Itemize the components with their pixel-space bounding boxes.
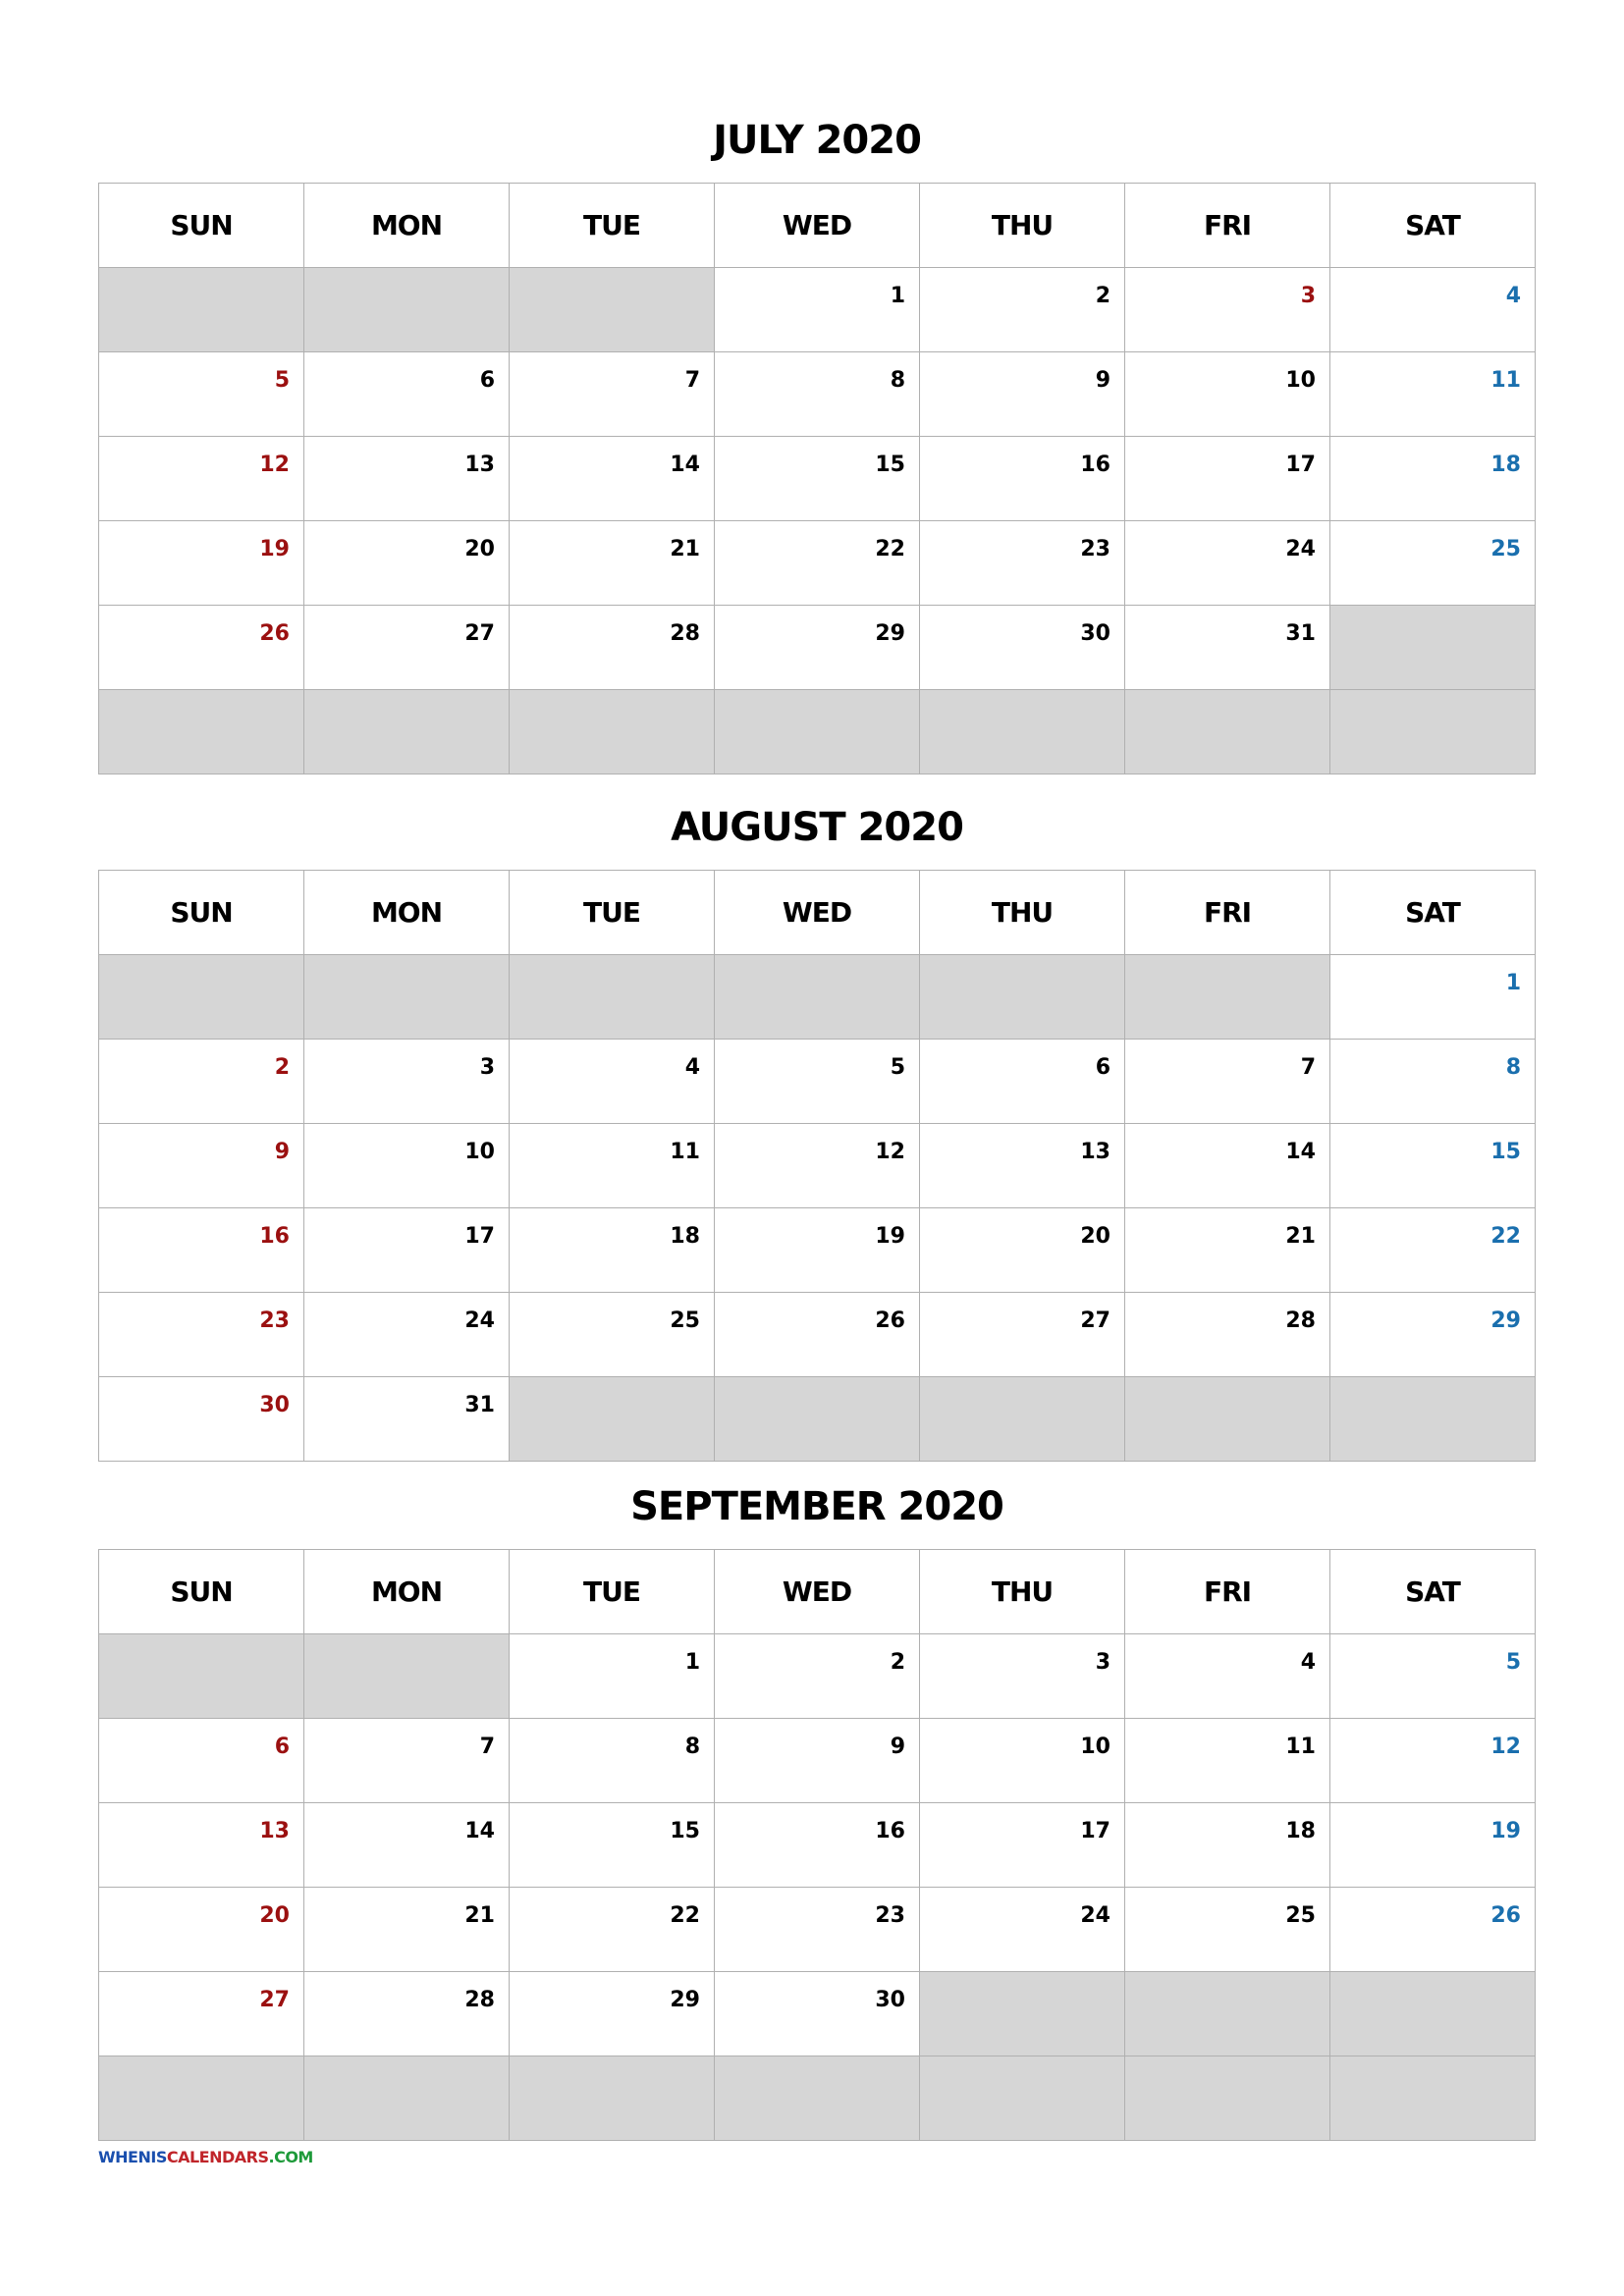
day-cell[interactable]	[1125, 1719, 1330, 1803]
day-cell[interactable]	[99, 1972, 304, 2056]
day-cell[interactable]	[99, 1208, 304, 1293]
day-cell[interactable]	[920, 1208, 1125, 1293]
day-cell[interactable]	[715, 1803, 920, 1888]
day-cell[interactable]	[510, 1972, 715, 2056]
day-number: 28	[464, 1988, 495, 2012]
day-number: 7	[479, 1735, 495, 1759]
day-cell[interactable]	[715, 1124, 920, 1208]
day-cell[interactable]	[1330, 437, 1536, 521]
day-cell[interactable]	[1330, 1719, 1536, 1803]
day-cell[interactable]	[510, 437, 715, 521]
day-cell[interactable]	[920, 352, 1125, 437]
day-cell[interactable]	[1125, 606, 1330, 690]
day-number: 27	[464, 621, 495, 646]
day-cell[interactable]	[1125, 1634, 1330, 1719]
day-cell[interactable]	[715, 1719, 920, 1803]
day-cell[interactable]	[304, 1377, 510, 1462]
month-title: JULY 2020	[713, 118, 921, 163]
day-number: 10	[1080, 1735, 1110, 1759]
day-number: 26	[259, 621, 290, 646]
day-cell	[920, 1972, 1125, 2056]
day-number: 7	[684, 368, 700, 393]
day-number: 22	[1490, 1224, 1521, 1249]
day-cell[interactable]	[510, 606, 715, 690]
day-cell	[510, 690, 715, 774]
day-cell[interactable]	[715, 521, 920, 606]
day-cell[interactable]	[510, 521, 715, 606]
day-number: 3	[479, 1055, 495, 1080]
weekday-header-row	[99, 184, 1536, 268]
day-cell	[99, 2056, 304, 2141]
day-number: 15	[875, 453, 905, 477]
week-row	[99, 1040, 1536, 1124]
day-number: 20	[464, 537, 495, 561]
day-number: 24	[1080, 1903, 1110, 1928]
day-cell[interactable]	[1330, 1293, 1536, 1377]
day-cell[interactable]	[510, 1208, 715, 1293]
day-number: 13	[259, 1819, 290, 1843]
month-title: SEPTEMBER 2020	[630, 1484, 1003, 1529]
day-number: 5	[274, 368, 290, 393]
day-cell[interactable]	[920, 437, 1125, 521]
day-number: 1	[684, 1650, 700, 1675]
weekday-header: SUN	[99, 1550, 304, 1634]
day-cell	[715, 2056, 920, 2141]
day-number: 13	[1080, 1140, 1110, 1164]
day-number: 19	[1490, 1819, 1521, 1843]
day-number: 2	[890, 1650, 905, 1675]
calendar-grid	[98, 1549, 1536, 2141]
day-cell[interactable]	[715, 606, 920, 690]
day-number: 18	[1490, 453, 1521, 477]
day-cell[interactable]	[304, 1124, 510, 1208]
day-cell[interactable]	[920, 1293, 1125, 1377]
day-number: 4	[1505, 284, 1521, 308]
day-cell	[1330, 1972, 1536, 2056]
day-cell[interactable]	[1125, 437, 1330, 521]
day-cell[interactable]	[715, 1972, 920, 2056]
day-cell[interactable]	[1330, 1208, 1536, 1293]
day-number: 5	[890, 1055, 905, 1080]
day-number: 21	[1285, 1224, 1316, 1249]
day-number: 24	[464, 1308, 495, 1333]
day-number: 25	[1285, 1903, 1316, 1928]
day-number: 6	[1095, 1055, 1110, 1080]
day-number: 18	[1285, 1819, 1316, 1843]
day-cell[interactable]	[99, 437, 304, 521]
day-cell[interactable]	[304, 521, 510, 606]
day-number: 30	[875, 1988, 905, 2012]
weekday-header: WED	[715, 871, 920, 955]
week-row	[99, 1888, 1536, 1972]
day-number: 12	[1490, 1735, 1521, 1759]
day-cell	[304, 690, 510, 774]
day-cell[interactable]	[920, 1124, 1125, 1208]
day-number: 1	[890, 284, 905, 308]
day-number: 4	[1300, 1650, 1316, 1675]
day-number: 20	[259, 1903, 290, 1928]
day-number: 17	[464, 1224, 495, 1249]
day-number: 21	[670, 537, 700, 561]
week-row	[99, 1293, 1536, 1377]
month-title: AUGUST 2020	[671, 805, 963, 850]
day-cell[interactable]	[99, 1040, 304, 1124]
day-cell[interactable]	[1125, 1124, 1330, 1208]
weekday-header: THU	[920, 1550, 1125, 1634]
day-cell[interactable]	[1330, 1040, 1536, 1124]
day-cell[interactable]	[920, 1634, 1125, 1719]
day-number: 31	[464, 1393, 495, 1417]
weekday-header: SAT	[1330, 871, 1536, 955]
day-number: 29	[875, 621, 905, 646]
day-cell[interactable]	[715, 352, 920, 437]
day-number: 14	[670, 453, 700, 477]
day-number: 22	[670, 1903, 700, 1928]
day-cell	[1330, 2056, 1536, 2141]
day-cell[interactable]	[304, 352, 510, 437]
day-cell[interactable]	[920, 1719, 1125, 1803]
day-number: 2	[274, 1055, 290, 1080]
day-cell	[715, 690, 920, 774]
day-cell[interactable]	[510, 1124, 715, 1208]
day-cell	[1330, 606, 1536, 690]
day-cell[interactable]	[99, 1719, 304, 1803]
day-cell	[99, 268, 304, 352]
day-cell[interactable]	[1125, 352, 1330, 437]
weekday-header: THU	[920, 871, 1125, 955]
day-cell[interactable]	[920, 1040, 1125, 1124]
day-cell	[715, 955, 920, 1040]
day-cell	[304, 955, 510, 1040]
day-number: 8	[890, 368, 905, 393]
day-cell[interactable]	[510, 1888, 715, 1972]
day-cell[interactable]	[1125, 1888, 1330, 1972]
day-cell[interactable]	[715, 1293, 920, 1377]
day-number: 20	[1080, 1224, 1110, 1249]
day-number: 17	[1285, 453, 1316, 477]
day-number: 31	[1285, 621, 1316, 646]
day-number: 22	[875, 537, 905, 561]
day-cell	[1125, 2056, 1330, 2141]
credit-part-1: WHENIS	[98, 2148, 167, 2166]
day-cell	[99, 690, 304, 774]
week-row	[99, 268, 1536, 352]
day-number: 12	[259, 453, 290, 477]
day-cell[interactable]	[99, 1377, 304, 1462]
week-row	[99, 1719, 1536, 1803]
day-cell[interactable]	[715, 1634, 920, 1719]
day-cell	[1125, 690, 1330, 774]
day-number: 17	[1080, 1819, 1110, 1843]
day-number: 18	[670, 1224, 700, 1249]
day-number: 28	[1285, 1308, 1316, 1333]
day-number: 8	[684, 1735, 700, 1759]
day-cell	[510, 955, 715, 1040]
day-cell[interactable]	[920, 1888, 1125, 1972]
day-cell[interactable]	[1125, 268, 1330, 352]
week-row	[99, 606, 1536, 690]
weekday-header: TUE	[510, 871, 715, 955]
day-cell	[304, 1634, 510, 1719]
day-cell[interactable]	[304, 1040, 510, 1124]
day-number: 29	[670, 1988, 700, 2012]
day-number: 3	[1300, 284, 1316, 308]
day-number: 13	[464, 453, 495, 477]
day-cell	[1125, 1972, 1330, 2056]
day-cell[interactable]	[1330, 1634, 1536, 1719]
weekday-header: TUE	[510, 1550, 715, 1634]
day-cell[interactable]	[715, 437, 920, 521]
day-cell[interactable]	[920, 521, 1125, 606]
weekday-header: FRI	[1125, 184, 1330, 268]
day-number: 9	[274, 1140, 290, 1164]
day-number: 15	[670, 1819, 700, 1843]
day-cell[interactable]	[510, 1040, 715, 1124]
day-number: 9	[1095, 368, 1110, 393]
day-number: 23	[1080, 537, 1110, 561]
weekday-header-row	[99, 871, 1536, 955]
day-cell[interactable]	[304, 1888, 510, 1972]
day-cell[interactable]	[304, 1719, 510, 1803]
day-cell[interactable]	[510, 352, 715, 437]
day-cell	[510, 1377, 715, 1462]
day-cell[interactable]	[1125, 521, 1330, 606]
day-number: 11	[1490, 368, 1521, 393]
day-number: 10	[464, 1140, 495, 1164]
week-row	[99, 1377, 1536, 1462]
credit-part-3: .COM	[268, 2148, 313, 2166]
day-number: 25	[670, 1308, 700, 1333]
week-row	[99, 1124, 1536, 1208]
day-number: 19	[259, 537, 290, 561]
day-cell[interactable]	[920, 1803, 1125, 1888]
week-row	[99, 2056, 1536, 2141]
day-number: 3	[1095, 1650, 1110, 1675]
day-cell[interactable]	[1330, 1124, 1536, 1208]
calendar-grid	[98, 870, 1536, 1462]
day-cell[interactable]	[715, 1040, 920, 1124]
day-number: 30	[259, 1393, 290, 1417]
day-number: 10	[1285, 368, 1316, 393]
weekday-header: MON	[304, 184, 510, 268]
day-cell	[1330, 690, 1536, 774]
day-cell	[99, 1634, 304, 1719]
day-cell	[920, 955, 1125, 1040]
day-cell[interactable]	[99, 352, 304, 437]
day-cell	[510, 268, 715, 352]
day-cell	[920, 1377, 1125, 1462]
day-number: 1	[1505, 971, 1521, 995]
week-row	[99, 521, 1536, 606]
day-number: 4	[684, 1055, 700, 1080]
day-number: 15	[1490, 1140, 1521, 1164]
day-number: 24	[1285, 537, 1316, 561]
day-cell	[920, 2056, 1125, 2141]
day-cell[interactable]	[510, 1293, 715, 1377]
day-cell[interactable]	[510, 1634, 715, 1719]
day-cell	[304, 268, 510, 352]
day-cell	[304, 2056, 510, 2141]
day-number: 27	[259, 1988, 290, 2012]
weekday-header: SAT	[1330, 1550, 1536, 1634]
week-row	[99, 955, 1536, 1040]
weekday-header: TUE	[510, 184, 715, 268]
day-number: 16	[259, 1224, 290, 1249]
day-cell[interactable]	[1330, 352, 1536, 437]
day-cell[interactable]	[99, 1124, 304, 1208]
day-cell	[1125, 1377, 1330, 1462]
day-cell[interactable]	[99, 1803, 304, 1888]
day-cell	[510, 2056, 715, 2141]
day-cell[interactable]	[1330, 1888, 1536, 1972]
weekday-header: MON	[304, 1550, 510, 1634]
weekday-header: FRI	[1125, 1550, 1330, 1634]
day-number: 5	[1505, 1650, 1521, 1675]
day-number: 27	[1080, 1308, 1110, 1333]
day-cell[interactable]	[510, 1719, 715, 1803]
weekday-header-row	[99, 1550, 1536, 1634]
day-number: 16	[875, 1819, 905, 1843]
day-number: 28	[670, 621, 700, 646]
day-cell[interactable]	[920, 606, 1125, 690]
day-cell[interactable]	[510, 1803, 715, 1888]
day-number: 6	[479, 368, 495, 393]
day-number: 23	[875, 1903, 905, 1928]
day-cell[interactable]	[304, 1208, 510, 1293]
day-cell[interactable]	[715, 1888, 920, 1972]
day-cell	[1125, 955, 1330, 1040]
day-cell[interactable]	[99, 1293, 304, 1377]
week-row	[99, 1803, 1536, 1888]
day-number: 8	[1505, 1055, 1521, 1080]
day-cell[interactable]	[99, 521, 304, 606]
weekday-header: SUN	[99, 871, 304, 955]
weekday-header: FRI	[1125, 871, 1330, 955]
day-cell	[1330, 1377, 1536, 1462]
day-number: 7	[1300, 1055, 1316, 1080]
day-number: 29	[1490, 1308, 1521, 1333]
day-number: 25	[1490, 537, 1521, 561]
day-cell	[715, 1377, 920, 1462]
day-number: 9	[890, 1735, 905, 1759]
day-cell[interactable]	[1125, 1803, 1330, 1888]
day-number: 30	[1080, 621, 1110, 646]
day-number: 11	[670, 1140, 700, 1164]
day-cell[interactable]	[715, 268, 920, 352]
day-number: 26	[1490, 1903, 1521, 1928]
week-row	[99, 690, 1536, 774]
website-credit[interactable]	[98, 2148, 313, 2166]
day-number: 12	[875, 1140, 905, 1164]
week-row	[99, 437, 1536, 521]
day-cell[interactable]	[1330, 1803, 1536, 1888]
day-number: 2	[1095, 284, 1110, 308]
day-number: 14	[1285, 1140, 1316, 1164]
day-cell[interactable]	[715, 1208, 920, 1293]
week-row	[99, 1972, 1536, 2056]
day-cell[interactable]	[1125, 1208, 1330, 1293]
day-number: 26	[875, 1308, 905, 1333]
day-cell[interactable]	[1125, 1293, 1330, 1377]
day-number: 21	[464, 1903, 495, 1928]
credit-part-2: CALENDARS	[166, 2148, 269, 2166]
weekday-header: WED	[715, 184, 920, 268]
day-cell[interactable]	[1330, 521, 1536, 606]
day-number: 6	[274, 1735, 290, 1759]
day-number: 23	[259, 1308, 290, 1333]
day-cell[interactable]	[1330, 268, 1536, 352]
day-number: 16	[1080, 453, 1110, 477]
weekday-header: WED	[715, 1550, 920, 1634]
day-cell	[920, 690, 1125, 774]
week-row	[99, 1634, 1536, 1719]
day-number: 11	[1285, 1735, 1316, 1759]
weekday-header: SUN	[99, 184, 304, 268]
day-cell[interactable]	[304, 1972, 510, 2056]
day-number: 19	[875, 1224, 905, 1249]
weekday-header: MON	[304, 871, 510, 955]
day-cell	[99, 955, 304, 1040]
day-cell[interactable]	[304, 1803, 510, 1888]
day-cell[interactable]	[1125, 1040, 1330, 1124]
day-cell[interactable]	[304, 437, 510, 521]
week-row	[99, 352, 1536, 437]
day-cell[interactable]	[99, 606, 304, 690]
day-cell[interactable]	[99, 1888, 304, 1972]
day-cell[interactable]	[920, 268, 1125, 352]
day-cell[interactable]	[304, 606, 510, 690]
calendar-grid	[98, 183, 1536, 774]
day-number: 14	[464, 1819, 495, 1843]
day-cell[interactable]	[304, 1293, 510, 1377]
day-cell[interactable]	[1330, 955, 1536, 1040]
weekday-header: THU	[920, 184, 1125, 268]
week-row	[99, 1208, 1536, 1293]
weekday-header: SAT	[1330, 184, 1536, 268]
